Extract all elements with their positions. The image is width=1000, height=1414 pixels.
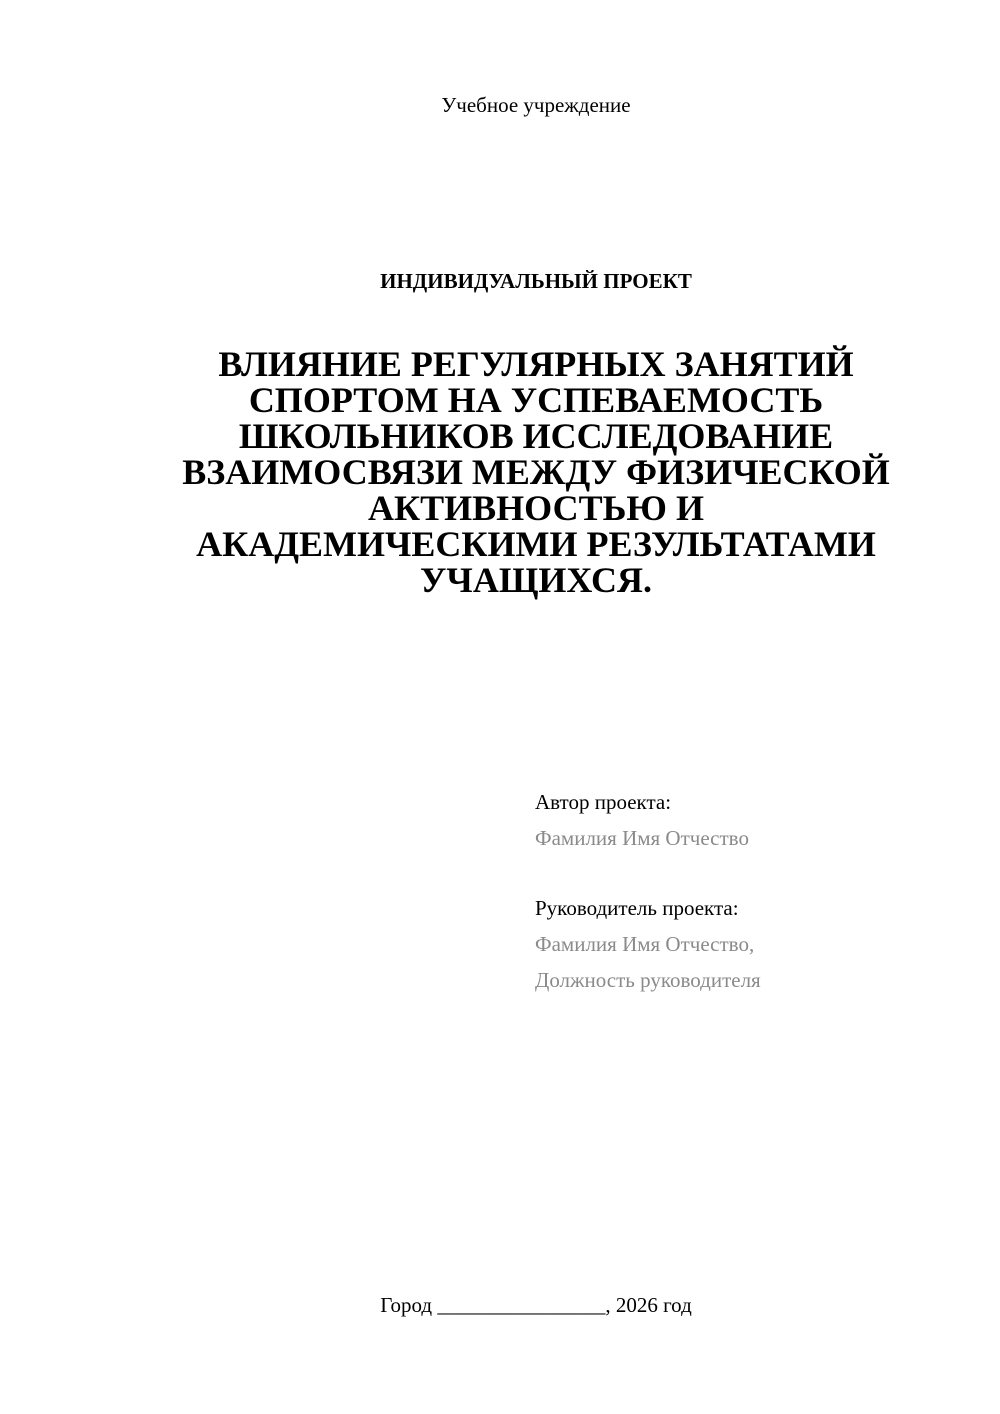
author-label: Автор проекта: <box>535 790 672 814</box>
title-line: АКАДЕМИЧЕСКИМИ РЕЗУЛЬТАТАМИ <box>196 524 876 564</box>
title-line: УЧАЩИХСЯ. <box>420 560 652 600</box>
supervisor-block <box>535 890 761 998</box>
project-type-heading: ИНДИВИДУАЛЬНЫЙ ПРОЕКТ <box>380 269 692 293</box>
supervisor-name: Фамилия Имя Отчество, <box>535 932 755 956</box>
project-title <box>120 346 952 598</box>
author-block <box>535 784 749 856</box>
title-line: ВЛИЯНИЕ РЕГУЛЯРНЫХ ЗАНЯТИЙ <box>218 344 854 384</box>
institution-name: Учебное учреждение <box>441 93 631 117</box>
supervisor-position: Должность руководителя <box>535 968 761 992</box>
title-line: АКТИВНОСТЬЮ И <box>368 488 704 528</box>
title-line: СПОРТОМ НА УСПЕВАЕМОСТЬ <box>248 380 824 420</box>
title-line: ШКОЛЬНИКОВ ИССЛЕДОВАНИЕ <box>238 416 834 456</box>
city-year-footer: Город ________________, 2026 год <box>380 1293 692 1317</box>
supervisor-label: Руководитель проекта: <box>535 896 739 920</box>
author-name: Фамилия Имя Отчество <box>535 826 749 850</box>
title-line: ВЗАИМОСВЯЗИ МЕЖДУ ФИЗИЧЕСКОЙ <box>182 452 890 492</box>
